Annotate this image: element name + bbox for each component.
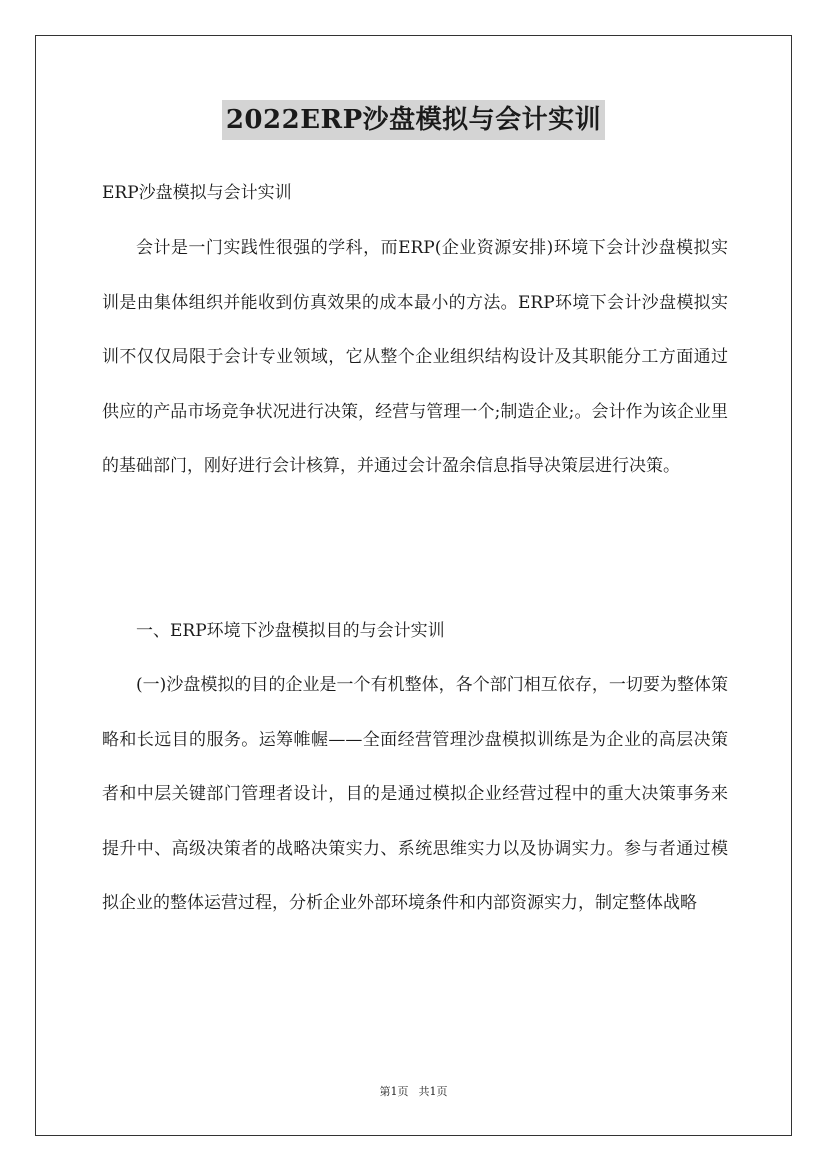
title-container xyxy=(0,100,827,140)
page-total: 共1页 xyxy=(418,1085,448,1098)
paragraph-intro: 会计是一门实践性很强的学科，而ERP(企业资源安排)环境下会计沙盘模拟实训是由集体组织并能收到仿真效果的成本最小的方法。ERP环境下会计沙盘模拟实训不仅仅局限于会计专业领域，它从整个企业组织结构设计及其职能分工方面通过供应的产品市场竞争状况进行决策，经营与管理一个;制造企业;。会计作为该企业里的基础部门，刚好进行会计核算，并通过会计盈余信息指导决策层进行决策。 xyxy=(102,238,728,476)
page-footer xyxy=(0,1083,827,1099)
paragraph-section-1: (一)沙盘模拟的目的企业是一个有机整体，各个部门相互依存，一切要为整体策略和长远目的服务。运筹帷幄——全面经营管理沙盘模拟训练是为企业的高层决策者和中层关键部门管理者设计，目的是通过模拟企业经营过程中的重大决策事务来提升中、高级决策者的战略决策实力、系统思维实力以及协调实力。参与者通过模拟企业的整体运营过程，分析企业外部环境条件和内部资源实力，制定整体战略 xyxy=(102,675,728,913)
section-heading: 一、ERP环境下沙盘模拟目的与会计实训 xyxy=(136,620,445,641)
document-subtitle: ERP沙盘模拟与会计实训 xyxy=(102,183,292,203)
page-number: 第1页 xyxy=(379,1085,409,1098)
document-title: 2022ERP沙盘模拟与会计实训 xyxy=(222,100,605,140)
document-body xyxy=(102,179,728,931)
